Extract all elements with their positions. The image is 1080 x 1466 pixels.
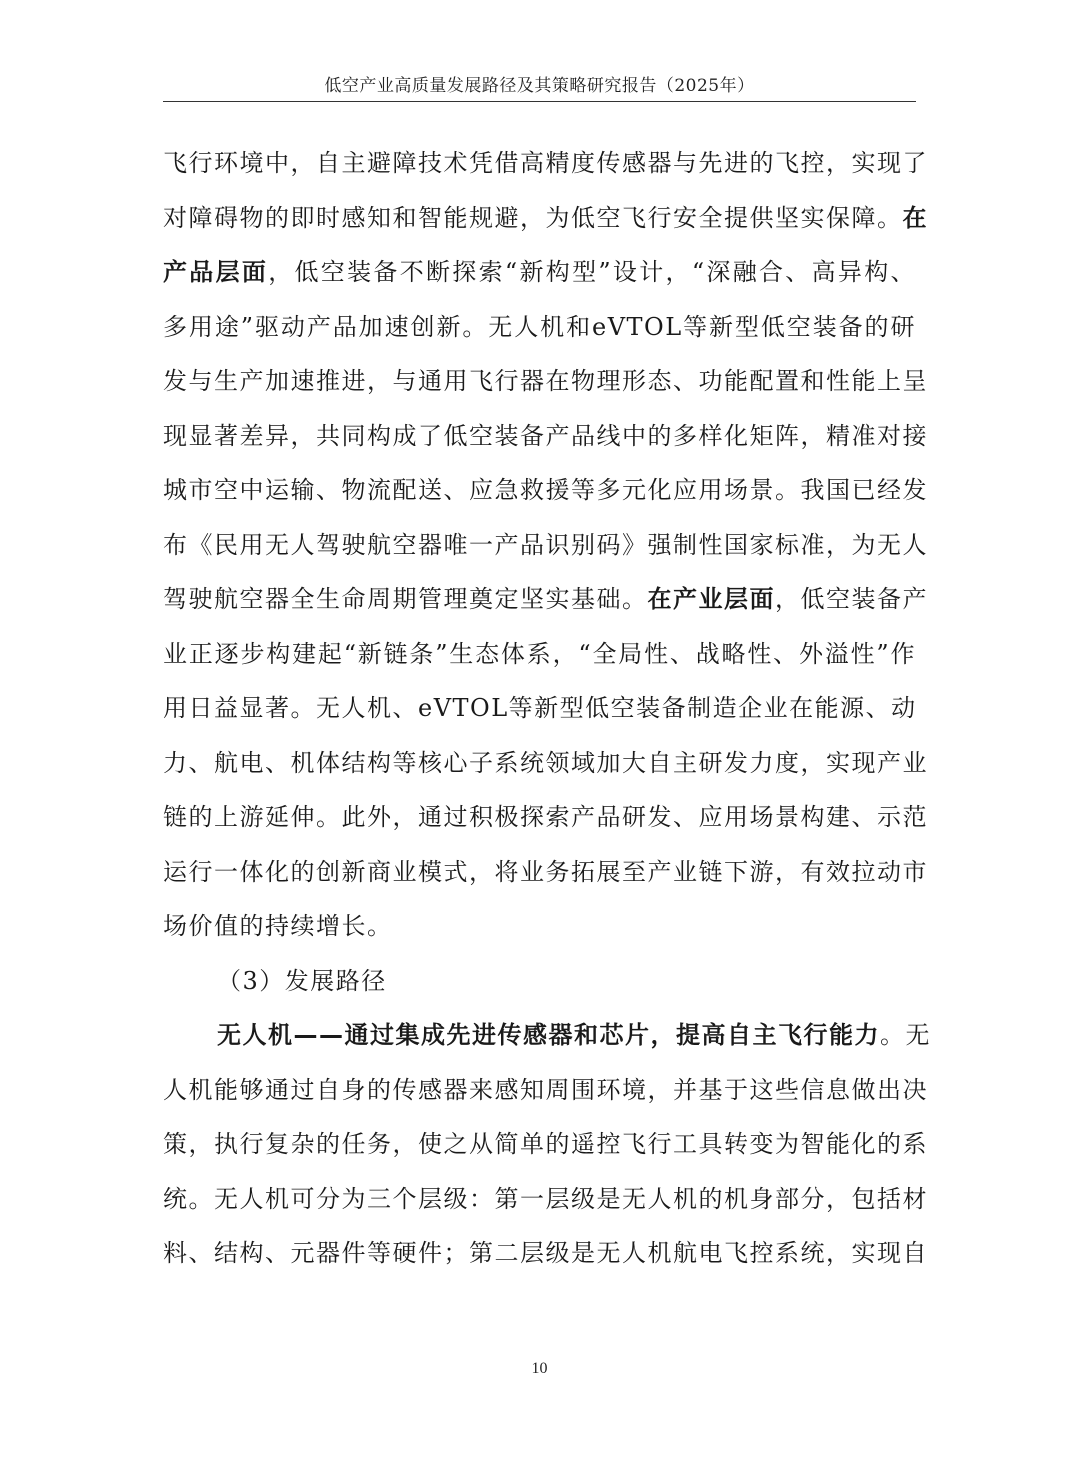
text-line: 飞行环境中，自主避障技术凭借高精度传感器与先进的飞控，实现了 (163, 149, 928, 177)
bold-phrase: 无人机——通过集成先进传感器和芯片，提高自主飞行能力 (217, 1021, 880, 1049)
bold-phrase: 在 (902, 203, 928, 232)
text-line: 策，执行复杂的任务，使之从简单的遥控飞行工具转变为智能化的系 (163, 1130, 928, 1158)
text-line: 驾驶航空器全生命周期管理奠定坚实基础。在产业层面，低空装备产 (163, 585, 928, 613)
text-line: 发与生产加速推进，与通用飞行器在物理形态、功能配置和性能上呈 (163, 367, 928, 395)
text-line: 场价值的持续增长。 (163, 912, 393, 940)
section-heading: （3）发展路径 (217, 966, 387, 995)
text-line: 运行一体化的创新商业模式，将业务拓展至产业链下游，有效拉动市 (163, 857, 928, 886)
text-line: 无人机——通过集成先进传感器和芯片，提高自主飞行能力。无 (217, 1021, 931, 1049)
text-line: 产品层面，低空装备不断探索“新构型”设计，“深融合、高异构、 (163, 258, 916, 286)
body-text (163, 136, 931, 1281)
header-rule (163, 101, 916, 102)
text-line: 多用途”驱动产品加速创新。无人机和eVTOL等新型低空装备的研 (163, 312, 916, 341)
text-line: 业正逐步构建起“新链条”生态体系，“全局性、战略性、外溢性”作 (163, 639, 916, 668)
page-number: 10 (531, 1360, 548, 1377)
running-header: 低空产业高质量发展路径及其策略研究报告（2025年） (324, 76, 755, 96)
bold-phrase: 在产业层面 (647, 585, 775, 613)
text-line: 力、航电、机体结构等核心子系统领域加大自主研发力度，实现产业 (163, 748, 928, 777)
bold-phrase: 产品层面 (163, 258, 269, 286)
text-line: 用日益显著。无人机、eVTOL等新型低空装备制造企业在能源、动 (163, 694, 917, 722)
text-line: 料、结构、元器件等硬件；第二层级是无人机航电飞控系统，实现自 (163, 1239, 928, 1267)
text-line: 统。无人机可分为三个层级：第一层级是无人机的机身部分，包括材 (163, 1184, 928, 1213)
text-line: 链的上游延伸。此外，通过积极探索产品研发、应用场景构建、示范 (163, 803, 928, 831)
text-line: 人机能够通过自身的传感器来感知周围环境，并基于这些信息做出决 (163, 1075, 928, 1104)
text-line: 现显著差异，共同构成了低空装备产品线中的多样化矩阵，精准对接 (163, 421, 928, 450)
text-line: 对障碍物的即时感知和智能规避，为低空飞行安全提供坚实保障。在 (163, 203, 928, 232)
text-line: 布《民用无人驾驶航空器唯一产品识别码》强制性国家标准，为无人 (163, 530, 928, 559)
text-line: 城市空中运输、物流配送、应急救援等多元化应用场景。我国已经发 (163, 476, 928, 504)
